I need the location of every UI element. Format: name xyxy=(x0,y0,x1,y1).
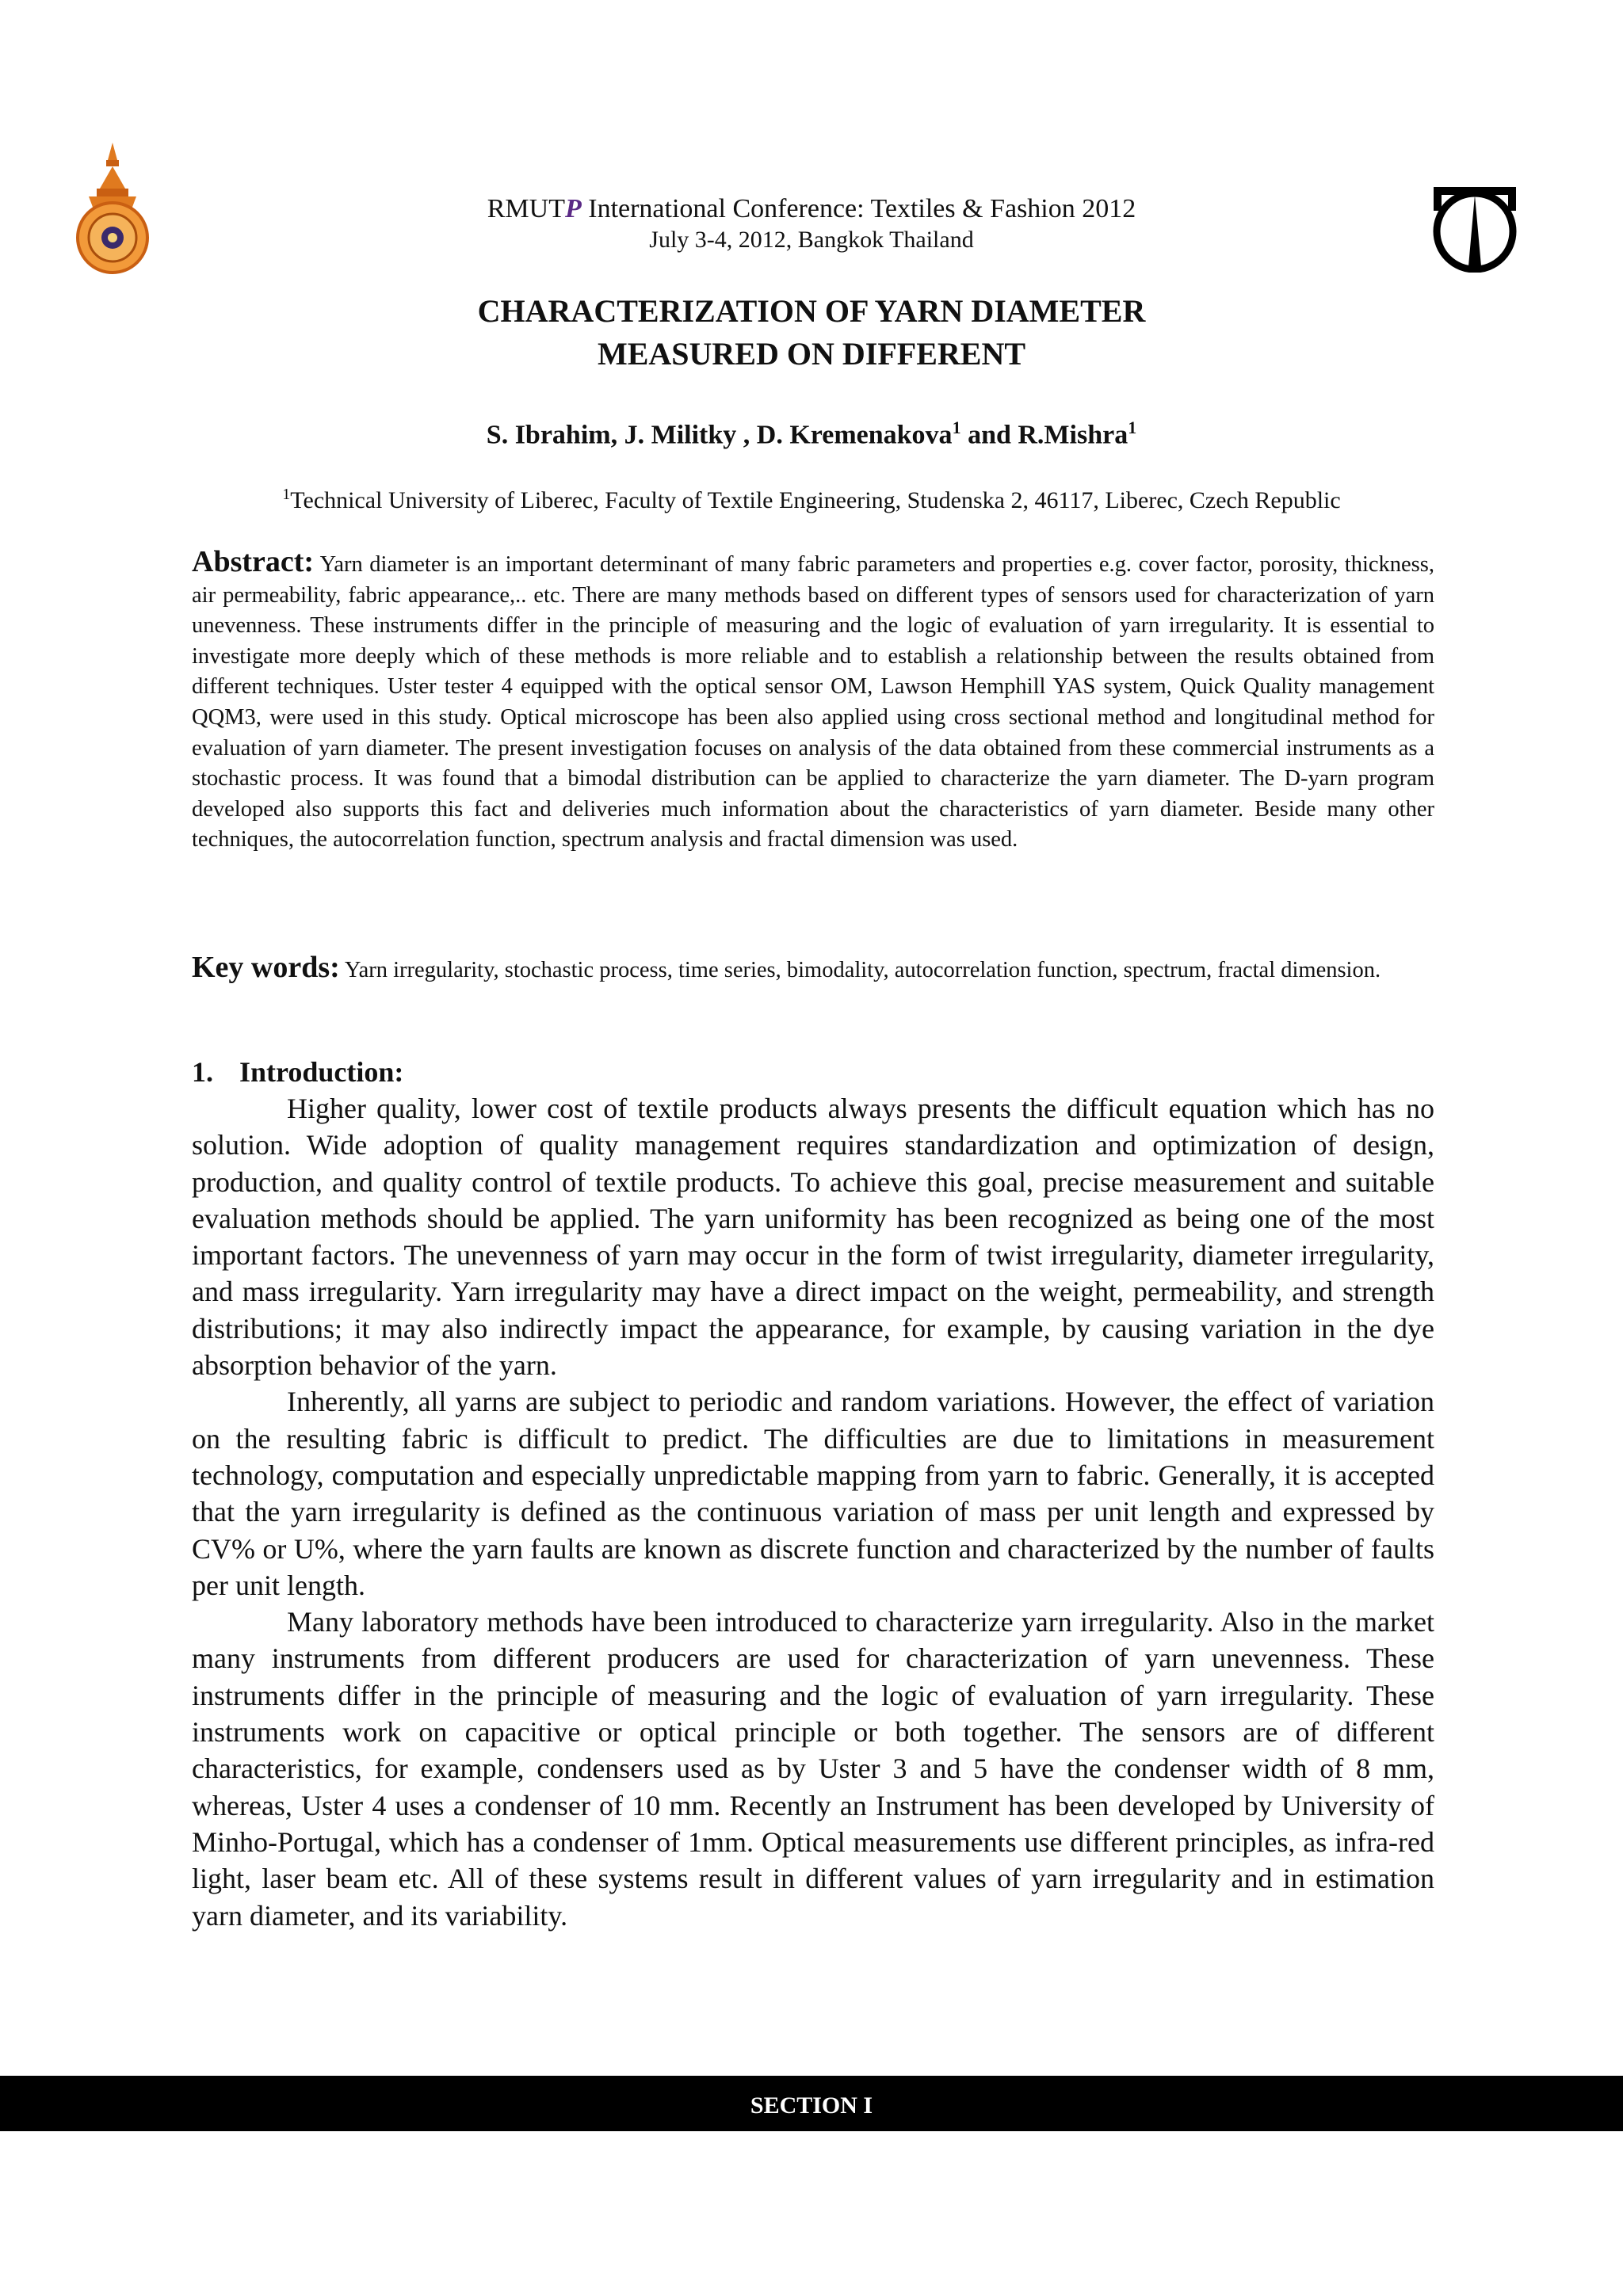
conference-name: RMUTP International Conference: Textiles & Fashion 2012 xyxy=(487,194,1136,223)
keywords-text: Yarn irregularity, stochastic process, time series, bimodality, autocorrelation function, spectrum, fractal dimension. xyxy=(344,958,1381,982)
paragraph: Inherently, all yarns are subject to periodic and random variations. However, the effect of variation on the resulting fabric is difficult to predict. The difficulties are due to limitations in measurement technology, computation and especially unpredictable mapping from yarn to fabric. Generally, it is accepted that the yarn irregularity is defined as the continuous variation of mass per unit length and expressed by CV% or U%, where the yarn faults are known as discrete function and characterized by the number of faults per unit length. xyxy=(192,1386,1434,1601)
affiliation: $^1$Technical University of Liberec, Faculty of Textile Engineering, Studenska 2, 46117, Liberec, Czech Republic xyxy=(282,486,1341,513)
footer-label: SECTION I xyxy=(750,2092,873,2119)
paragraph: Many laboratory methods have been introduced to characterize yarn irregularity. Also in the market many instruments from different producers are used for characterization of yarn unevenness. These instruments differ in the principle of measuring and the logic of evaluation of yarn irregularity. These instruments work on capacitive or optical principle or both together. The sensors are of different characteristics, for example, condensers used as by Uster 3 and 5 have the condenser width of 8 mm, whereas, Uster 4 uses a condenser of 10 mm. Recently an Instrument has been developed by University of Minho-Portugal, which has a condenser of 1mm. Optical measurements use different principles, as infra-red light, laser beam etc. All of these systems result in different values of yarn irregularity and in estimation yarn diameter, and its variability. xyxy=(192,1606,1434,1932)
section-footer-bar xyxy=(0,2076,1623,2131)
author-list: S. Ibrahim, J. Militky , D. Kremenakova$^1$ and R.Mishra$^1$ xyxy=(486,418,1137,450)
paper-title xyxy=(0,290,1623,376)
keywords xyxy=(192,952,1434,986)
abstract-label: Abstract: xyxy=(192,545,315,578)
paragraph: Higher quality, lower cost of textile products always presents the difficult equation which has no solution. Wide adoption of quality management requires standardization and optimization of design, production, and quality control of textile products. To achieve this goal, precise measurement and suitable evaluation methods should be applied. The yarn uniformity has been recognized as being one of the most important factors. The unevenness of yarn may occur in the form of twist irregularity, diameter irregularity, and mass irregularity. Yarn irregularity may have a direct impact on the weight, permeability, and strength distributions; it may also indirectly impact the appearance, for example, by causing variation in the dye absorption behavior of the yarn. xyxy=(192,1093,1434,1382)
abstract xyxy=(192,547,1434,856)
title-line-1: CHARACTERIZATION OF YARN DIAMETER xyxy=(477,293,1146,329)
title-line-2: MEASURED ON DIFFERENT xyxy=(597,336,1026,372)
conference-date-place: July 3-4, 2012, Bangkok Thailand xyxy=(649,227,974,253)
section-heading-introduction: 1. Introduction: xyxy=(192,1056,404,1088)
keywords-label: Key words: xyxy=(192,951,340,984)
abstract-text: Yarn diameter is an important determinant of many fabric parameters and properties e.g. cover factor, porosity, thickness, air permeability, fabric appearance,.. etc. There are many methods based on different types of sensors used for characterization of yarn unevenness. These instruments differ in the principle of measuring and the logic of evaluation of yarn irregularity. It is essential to investigate more deeply which of these methods is more reliable and to establish a relationship between the results obtained from different techniques. Uster tester 4 equipped with the optical sensor OM, Lawson Hemphill YAS system, Quick Quality management QQM3, were used in this study. Optical microscope has been also applied using cross sectional method and longitudinal method for evaluation of yarn diameter. The present investigation focuses on analysis of the data obtained from these commercial instruments as a stochastic process. It was found that a bimodal distribution can be applied to characterize the yarn diameter. The D-yarn program developed also supports this fact and deliveries much information about the characteristics of yarn diameter. Beside many other techniques, the autocorrelation function, spectrum analysis and fractal dimension was used. xyxy=(192,552,1434,852)
conference-header xyxy=(0,193,1623,255)
introduction-body xyxy=(192,1090,1434,1934)
